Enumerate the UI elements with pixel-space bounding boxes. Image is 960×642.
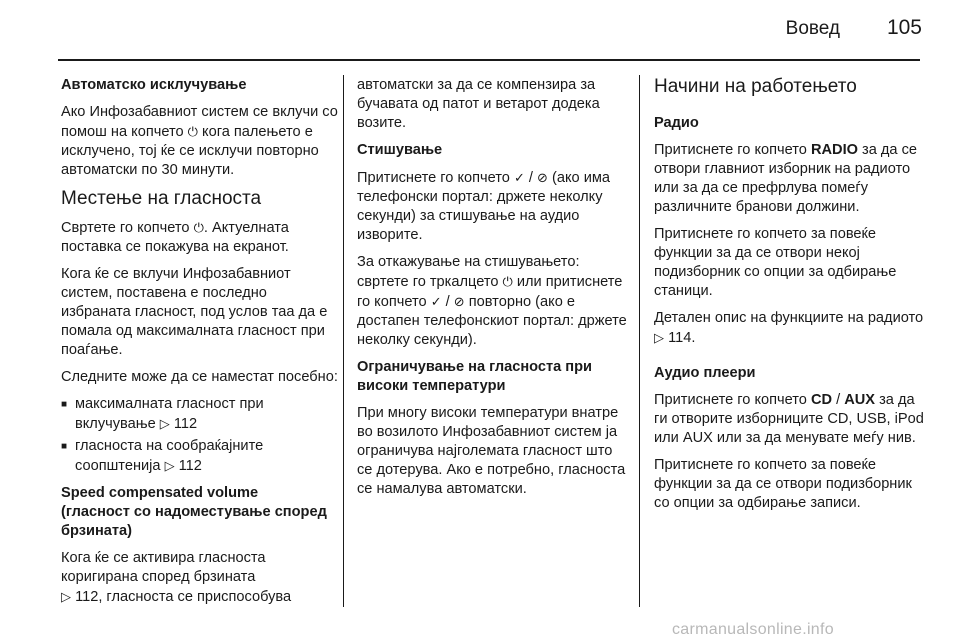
radio-paragraph-1: Притиснете го копчето RADIO за да се отвори главниот изборник на радиото или за да се префрлува помеѓу различните бранови должини. [654,142,918,215]
page-ref-arrow-icon: ▷ [654,330,664,345]
phone-icon: ✓ [430,294,442,309]
volume-paragraph-1: Свртете го копчето ⏻. Актуелната поставка се покажува на екранот. [61,220,289,255]
column-divider-2 [639,75,640,607]
page-header [0,0,960,60]
column-3 [654,76,930,521]
auto-off-heading: Автоматско исклучување [61,77,247,93]
audio-players-heading: Аудио плеери [654,365,756,381]
radio-button-label: RADIO [810,142,858,158]
temperature-limit-paragraph: При многу високи температури внатре во возилото Инфозабавниот систем ја ограничува најголемата гласност што се дотерува. Ако е потребно, гласноста се намалува автоматски. [357,405,626,497]
unmute-paragraph: За откажување на стишувањето: свртете го тркалцето ⏻ или притиснете го копчето ✓ / ⊘ повторно (ако е достапен телефонскиот портал: држете неколку секунди). [357,254,627,348]
page-ref-arrow-icon: ▷ [61,589,71,604]
column-1 [61,76,339,615]
section-title: Вовед [785,18,840,39]
volume-heading: Местење на гласноста [61,188,262,209]
auto-off-paragraph: Ако Инфозабавниот систем се вклучи со помош на копчето ⏻ кога палењето е исклучено, тој ќе се исклучи повторно автоматски по 30 минути. [61,104,338,178]
column-divider-1 [343,75,344,607]
audio-players-paragraph-1: Притиснете го копчето CD / AUX за да ги отворите изборниците CD, USB, iPod или AUX или за да менувате меѓу нив. [654,392,924,446]
speed-volume-heading: Speed compensated volume (гласност со надоместување според брзината) [61,485,327,539]
temperature-limit-heading: Ограничување на гласноста при високи температури [357,359,593,394]
header-rule [58,59,920,61]
page-number: 105 [886,16,922,39]
aux-button-label: AUX [844,392,876,408]
page-ref-arrow-icon: ▷ [164,458,175,473]
power-knob-icon: ⏻ [193,220,204,235]
mute-paragraph: Притиснете го копчето ✓ / ⊘ (ако има телефонски портал: држете неколку секунди) за стишување на аудио изворите. [357,170,610,243]
volume-settings-list [61,395,339,476]
volume-paragraph-3: Следните може да се наместат посебно: [61,369,338,385]
cd-button-label: CD [810,392,833,408]
mute-heading: Стишување [357,142,443,158]
radio-paragraph-2: Притиснете го копчето за повеќе функции за да се отвори некој подизборник со опции за одбирање станици. [654,226,897,299]
radio-paragraph-3: Детален опис на функциите на радиото ▷ 114. [654,310,924,346]
speed-volume-paragraph: Кога ќе се активира гласноста коригирана според брзината ▷ 112, гласноста се приспособува [61,550,292,605]
audio-players-paragraph-2: Притиснете го копчето за повеќе функции за да се отвори подизборник со опции за одбирање записи. [654,457,912,511]
continuation-paragraph: автоматски за да се компензира за бучавата од патот и ветарот додека возите. [357,77,600,131]
watermark: carmanualsonline.info [672,621,834,638]
column-2 [357,76,629,507]
volume-paragraph-2: Кога ќе се вклучи Инфозабавниот систем, поставена е последно избраната гласност, под услов таа да е помала од максималната гласност при поаѓање. [61,266,328,358]
power-knob-icon: ⏻ [502,274,513,289]
mute-icon: ⊘ [453,294,465,309]
list-item: ■ гласноста на сообраќајните соопштенија ▷ 112 [61,437,339,476]
phone-icon: ✓ [513,170,525,185]
radio-heading: Радио [654,115,699,131]
list-item: ■ максималната гласност при вклучување ▷ 112 [61,395,339,434]
mute-icon: ⊘ [537,170,548,185]
power-knob-icon: ⏻ [187,124,198,139]
operating-modes-heading: Начини на работењето [654,76,857,97]
page-ref-arrow-icon: ▷ [159,416,170,431]
